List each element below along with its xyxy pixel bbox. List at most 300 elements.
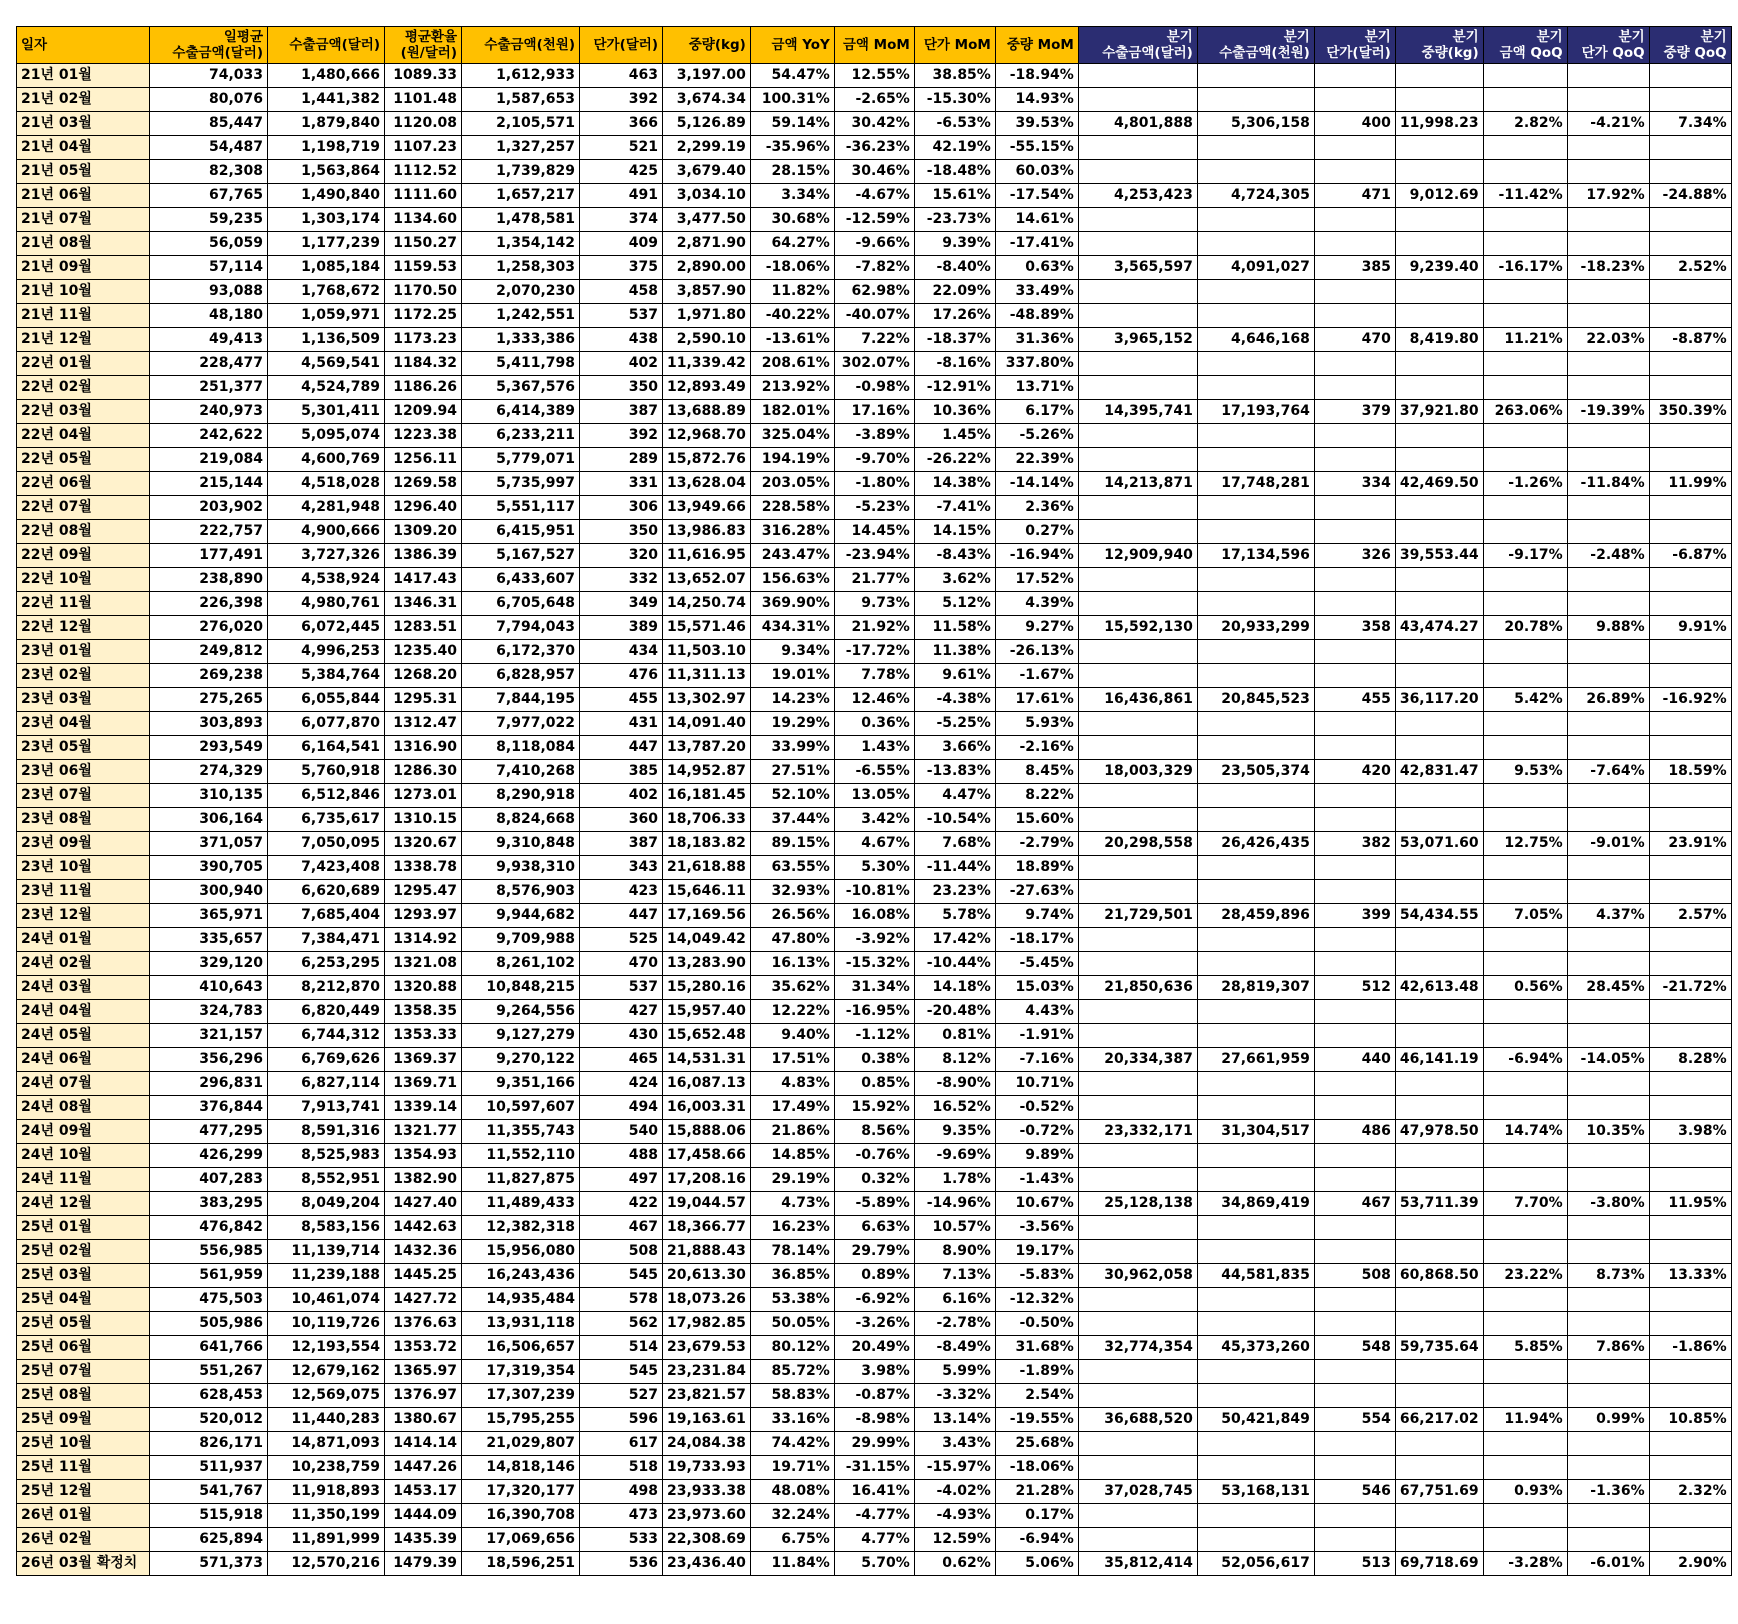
- value-cell: 1444.09: [385, 1504, 462, 1528]
- value-cell: [1483, 64, 1567, 88]
- value-cell: [1314, 1456, 1395, 1480]
- value-cell: 497: [580, 1168, 663, 1192]
- value-cell: 548: [1314, 1336, 1395, 1360]
- date-cell: 23년 10월: [17, 856, 150, 880]
- value-cell: 21,618.88: [663, 856, 751, 880]
- value-cell: 1293.97: [385, 904, 462, 928]
- value-cell: 1386.39: [385, 544, 462, 568]
- value-cell: 6,172,370: [462, 640, 580, 664]
- value-cell: 11,998.23: [1395, 112, 1483, 136]
- value-cell: 7.05%: [1483, 904, 1567, 928]
- value-cell: 17.42%: [914, 928, 995, 952]
- value-cell: 1427.72: [385, 1288, 462, 1312]
- value-cell: [1567, 1432, 1649, 1456]
- value-cell: 515,918: [150, 1504, 268, 1528]
- value-cell: 546: [1314, 1480, 1395, 1504]
- table-row: [17, 256, 1732, 280]
- value-cell: 23,933.38: [663, 1480, 751, 1504]
- value-cell: 9,709,988: [462, 928, 580, 952]
- value-cell: [1395, 1000, 1483, 1024]
- value-cell: 15,280.16: [663, 976, 751, 1000]
- value-cell: 67,765: [150, 184, 268, 208]
- column-header-text: 중량 MoM: [1006, 37, 1074, 53]
- value-cell: 35.62%: [750, 976, 834, 1000]
- value-cell: [1078, 1384, 1197, 1408]
- value-cell: 228,477: [150, 352, 268, 376]
- value-cell: [1649, 1312, 1731, 1336]
- value-cell: 10,848,215: [462, 976, 580, 1000]
- column-header-text: 금액 QoQ: [1499, 45, 1563, 61]
- date-cell: 25년 01월: [17, 1216, 150, 1240]
- value-cell: 1380.67: [385, 1408, 462, 1432]
- value-cell: 410,643: [150, 976, 268, 1000]
- date-cell: 25년 04월: [17, 1288, 150, 1312]
- value-cell: 1382.90: [385, 1168, 462, 1192]
- value-cell: 44,581,835: [1197, 1264, 1314, 1288]
- value-cell: [1078, 736, 1197, 760]
- value-cell: 4.83%: [750, 1072, 834, 1096]
- value-cell: 13,652.07: [663, 568, 751, 592]
- value-cell: 6,827,114: [268, 1072, 385, 1096]
- value-cell: -24.88%: [1649, 184, 1731, 208]
- value-cell: [1197, 520, 1314, 544]
- value-cell: [1395, 1096, 1483, 1120]
- value-cell: 7.13%: [914, 1264, 995, 1288]
- value-cell: -12.32%: [995, 1288, 1078, 1312]
- value-cell: 15,795,255: [462, 1408, 580, 1432]
- value-cell: 16,003.31: [663, 1096, 751, 1120]
- value-cell: -7.64%: [1567, 760, 1649, 784]
- column-header-text: 분기: [1536, 29, 1563, 45]
- value-cell: 30.68%: [750, 208, 834, 232]
- value-cell: [1078, 664, 1197, 688]
- value-cell: 31.36%: [995, 328, 1078, 352]
- value-cell: 392: [580, 88, 663, 112]
- value-cell: 424: [580, 1072, 663, 1096]
- value-cell: 1235.40: [385, 640, 462, 664]
- value-cell: [1567, 1216, 1649, 1240]
- value-cell: 274,329: [150, 760, 268, 784]
- date-cell: 21년 02월: [17, 88, 150, 112]
- value-cell: 13.71%: [995, 376, 1078, 400]
- value-cell: -5.45%: [995, 952, 1078, 976]
- value-cell: [1314, 928, 1395, 952]
- value-cell: 300,940: [150, 880, 268, 904]
- value-cell: 0.17%: [995, 1504, 1078, 1528]
- value-cell: 11,891,999: [268, 1528, 385, 1552]
- value-cell: [1567, 376, 1649, 400]
- value-cell: -5.83%: [995, 1264, 1078, 1288]
- value-cell: [1078, 1504, 1197, 1528]
- value-cell: 17,134,596: [1197, 544, 1314, 568]
- value-cell: [1567, 880, 1649, 904]
- value-cell: [1078, 1240, 1197, 1264]
- value-cell: 14.45%: [834, 520, 914, 544]
- value-cell: [1197, 64, 1314, 88]
- value-cell: 6,433,607: [462, 568, 580, 592]
- value-cell: 1414.14: [385, 1432, 462, 1456]
- value-cell: [1483, 808, 1567, 832]
- value-cell: -18.37%: [914, 328, 995, 352]
- value-cell: 374: [580, 208, 663, 232]
- value-cell: [1395, 784, 1483, 808]
- date-cell: 21년 03월: [17, 112, 150, 136]
- value-cell: 19,733.93: [663, 1456, 751, 1480]
- value-cell: 8.45%: [995, 760, 1078, 784]
- value-cell: [1649, 856, 1731, 880]
- value-cell: 23,231.84: [663, 1360, 751, 1384]
- value-cell: 1150.27: [385, 232, 462, 256]
- table-row: [17, 1432, 1732, 1456]
- date-cell: 22년 02월: [17, 376, 150, 400]
- value-cell: 275,265: [150, 688, 268, 712]
- value-cell: 434.31%: [750, 616, 834, 640]
- value-cell: 447: [580, 736, 663, 760]
- value-cell: 387: [580, 400, 663, 424]
- value-cell: [1314, 1024, 1395, 1048]
- table-row: [17, 400, 1732, 424]
- date-cell: 22년 08월: [17, 520, 150, 544]
- value-cell: 14,091.40: [663, 712, 751, 736]
- table-row: [17, 808, 1732, 832]
- column-header-text: 일평균: [223, 29, 263, 45]
- value-cell: [1649, 1528, 1731, 1552]
- value-cell: [1314, 232, 1395, 256]
- value-cell: [1483, 880, 1567, 904]
- value-cell: 1310.15: [385, 808, 462, 832]
- value-cell: -16.94%: [995, 544, 1078, 568]
- value-cell: 33.49%: [995, 280, 1078, 304]
- value-cell: [1197, 208, 1314, 232]
- value-cell: 578: [580, 1288, 663, 1312]
- value-cell: 316.28%: [750, 520, 834, 544]
- value-cell: [1649, 1096, 1731, 1120]
- value-cell: [1395, 568, 1483, 592]
- value-cell: [1483, 952, 1567, 976]
- value-cell: [1314, 712, 1395, 736]
- value-cell: 17,982.85: [663, 1312, 751, 1336]
- value-cell: [1197, 280, 1314, 304]
- value-cell: 20,613.30: [663, 1264, 751, 1288]
- value-cell: [1197, 1312, 1314, 1336]
- value-cell: [1395, 232, 1483, 256]
- value-cell: 0.93%: [1483, 1480, 1567, 1504]
- value-cell: 50.05%: [750, 1312, 834, 1336]
- value-cell: 16,436,861: [1078, 688, 1197, 712]
- value-cell: 289: [580, 448, 663, 472]
- value-cell: 93,088: [150, 280, 268, 304]
- value-cell: [1197, 304, 1314, 328]
- value-cell: [1483, 304, 1567, 328]
- value-cell: 27,661,959: [1197, 1048, 1314, 1072]
- value-cell: [1078, 520, 1197, 544]
- value-cell: 13,283.90: [663, 952, 751, 976]
- value-cell: [1395, 1528, 1483, 1552]
- value-cell: 9.39%: [914, 232, 995, 256]
- value-cell: [1197, 1096, 1314, 1120]
- date-cell: 24년 12월: [17, 1192, 150, 1216]
- date-cell: 22년 09월: [17, 544, 150, 568]
- value-cell: [1395, 352, 1483, 376]
- value-cell: 47.80%: [750, 928, 834, 952]
- value-cell: 5,760,918: [268, 760, 385, 784]
- value-cell: [1078, 1168, 1197, 1192]
- value-cell: -4.67%: [834, 184, 914, 208]
- value-cell: 11.82%: [750, 280, 834, 304]
- value-cell: 471: [1314, 184, 1395, 208]
- value-cell: 4,569,541: [268, 352, 385, 376]
- value-cell: 60.03%: [995, 160, 1078, 184]
- value-cell: [1567, 136, 1649, 160]
- value-cell: 14,213,871: [1078, 472, 1197, 496]
- value-cell: [1395, 424, 1483, 448]
- value-cell: 74.42%: [750, 1432, 834, 1456]
- value-cell: [1649, 520, 1731, 544]
- column-header-text: 수출금액(달러): [1102, 45, 1193, 61]
- value-cell: -0.52%: [995, 1096, 1078, 1120]
- value-cell: [1483, 160, 1567, 184]
- value-cell: 3,565,597: [1078, 256, 1197, 280]
- value-cell: 6.63%: [834, 1216, 914, 1240]
- date-cell: 24년 08월: [17, 1096, 150, 1120]
- value-cell: 30.46%: [834, 160, 914, 184]
- value-cell: 13,628.04: [663, 472, 751, 496]
- value-cell: [1314, 448, 1395, 472]
- value-cell: [1197, 1000, 1314, 1024]
- value-cell: 6,828,957: [462, 664, 580, 688]
- value-cell: 1,136,509: [268, 328, 385, 352]
- table-row: [17, 1000, 1732, 1024]
- column-header: [750, 27, 834, 64]
- value-cell: 392: [580, 424, 663, 448]
- value-cell: 617: [580, 1432, 663, 1456]
- value-cell: 21.28%: [995, 1480, 1078, 1504]
- date-cell: 22년 12월: [17, 616, 150, 640]
- table-row: [17, 1264, 1732, 1288]
- table-row: [17, 904, 1732, 928]
- value-cell: [1395, 808, 1483, 832]
- date-cell: 23년 05월: [17, 736, 150, 760]
- value-cell: [1483, 1144, 1567, 1168]
- value-cell: [1078, 1072, 1197, 1096]
- column-header-text: 평균환율: [404, 29, 457, 45]
- value-cell: 9.35%: [914, 1120, 995, 1144]
- value-cell: 1432.36: [385, 1240, 462, 1264]
- value-cell: 3,965,152: [1078, 328, 1197, 352]
- value-cell: -8.49%: [914, 1336, 995, 1360]
- value-cell: -36.23%: [834, 136, 914, 160]
- value-cell: 6,705,648: [462, 592, 580, 616]
- value-cell: 463: [580, 64, 663, 88]
- value-cell: 7,685,404: [268, 904, 385, 928]
- value-cell: -15.32%: [834, 952, 914, 976]
- column-header-text: 단가(달러): [1326, 45, 1391, 61]
- value-cell: 5,095,074: [268, 424, 385, 448]
- column-header-text: 분기: [1700, 29, 1727, 45]
- value-cell: [1567, 424, 1649, 448]
- value-cell: 9.91%: [1649, 616, 1731, 640]
- date-cell: 24년 11월: [17, 1168, 150, 1192]
- value-cell: 3.62%: [914, 568, 995, 592]
- value-cell: [1567, 952, 1649, 976]
- value-cell: 2.57%: [1649, 904, 1731, 928]
- value-cell: 5.12%: [914, 592, 995, 616]
- value-cell: 5,167,527: [462, 544, 580, 568]
- value-cell: -0.76%: [834, 1144, 914, 1168]
- value-cell: -20.48%: [914, 1000, 995, 1024]
- value-cell: [1197, 352, 1314, 376]
- value-cell: [1567, 784, 1649, 808]
- value-cell: 21,029,807: [462, 1432, 580, 1456]
- value-cell: 426,299: [150, 1144, 268, 1168]
- value-cell: -5.25%: [914, 712, 995, 736]
- value-cell: 9.73%: [834, 592, 914, 616]
- value-cell: [1314, 1168, 1395, 1192]
- value-cell: 1,242,551: [462, 304, 580, 328]
- value-cell: [1395, 520, 1483, 544]
- value-cell: [1395, 1168, 1483, 1192]
- value-cell: 1170.50: [385, 280, 462, 304]
- value-cell: [1395, 1240, 1483, 1264]
- value-cell: 28.15%: [750, 160, 834, 184]
- value-cell: 505,986: [150, 1312, 268, 1336]
- value-cell: 1,198,719: [268, 136, 385, 160]
- value-cell: [1649, 808, 1731, 832]
- table-row: [17, 304, 1732, 328]
- value-cell: 203,902: [150, 496, 268, 520]
- value-cell: 11,350,199: [268, 1504, 385, 1528]
- value-cell: [1483, 784, 1567, 808]
- value-cell: [1567, 64, 1649, 88]
- value-cell: 13,787.20: [663, 736, 751, 760]
- value-cell: 74,033: [150, 64, 268, 88]
- value-cell: 2,105,571: [462, 112, 580, 136]
- value-cell: 10,119,726: [268, 1312, 385, 1336]
- value-cell: -18.48%: [914, 160, 995, 184]
- value-cell: [1078, 424, 1197, 448]
- value-cell: [1078, 160, 1197, 184]
- date-cell: 24년 06월: [17, 1048, 150, 1072]
- value-cell: 5.70%: [834, 1552, 914, 1576]
- value-cell: 25,128,138: [1078, 1192, 1197, 1216]
- value-cell: 39.53%: [995, 112, 1078, 136]
- value-cell: 826,171: [150, 1432, 268, 1456]
- value-cell: [1197, 568, 1314, 592]
- value-cell: 6,253,295: [268, 952, 385, 976]
- value-cell: -15.97%: [914, 1456, 995, 1480]
- value-cell: [1649, 1144, 1731, 1168]
- value-cell: 3,197.00: [663, 64, 751, 88]
- value-cell: 30,962,058: [1078, 1264, 1197, 1288]
- value-cell: 13.05%: [834, 784, 914, 808]
- value-cell: 8,576,903: [462, 880, 580, 904]
- value-cell: 32.93%: [750, 880, 834, 904]
- value-cell: 15,872.76: [663, 448, 751, 472]
- value-cell: 8.28%: [1649, 1048, 1731, 1072]
- value-cell: 536: [580, 1552, 663, 1576]
- column-header-text: 금액 MoM: [842, 37, 910, 53]
- value-cell: [1567, 352, 1649, 376]
- value-cell: 36,117.20: [1395, 688, 1483, 712]
- value-cell: 488: [580, 1144, 663, 1168]
- value-cell: [1197, 664, 1314, 688]
- table-row: [17, 568, 1732, 592]
- value-cell: 33.16%: [750, 1408, 834, 1432]
- value-cell: [1197, 1240, 1314, 1264]
- value-cell: 17,193,764: [1197, 400, 1314, 424]
- value-cell: -1.89%: [995, 1360, 1078, 1384]
- value-cell: 20,298,558: [1078, 832, 1197, 856]
- value-cell: 13,688.89: [663, 400, 751, 424]
- value-cell: 10.67%: [995, 1192, 1078, 1216]
- value-cell: 2,299.19: [663, 136, 751, 160]
- value-cell: 9.34%: [750, 640, 834, 664]
- value-cell: -26.13%: [995, 640, 1078, 664]
- value-cell: 8.12%: [914, 1048, 995, 1072]
- value-cell: 455: [580, 688, 663, 712]
- value-cell: [1649, 568, 1731, 592]
- value-cell: 2.36%: [995, 496, 1078, 520]
- value-cell: [1649, 736, 1731, 760]
- value-cell: [1567, 928, 1649, 952]
- value-cell: 16.41%: [834, 1480, 914, 1504]
- value-cell: 7.86%: [1567, 1336, 1649, 1360]
- table-row: [17, 64, 1732, 88]
- value-cell: 8,118,084: [462, 736, 580, 760]
- value-cell: [1483, 496, 1567, 520]
- value-cell: 1112.52: [385, 160, 462, 184]
- value-cell: 18.59%: [1649, 760, 1731, 784]
- value-cell: -2.65%: [834, 88, 914, 112]
- value-cell: 1120.08: [385, 112, 462, 136]
- value-cell: 1338.78: [385, 856, 462, 880]
- value-cell: 7,384,471: [268, 928, 385, 952]
- value-cell: [1649, 1456, 1731, 1480]
- value-cell: -6.53%: [914, 112, 995, 136]
- value-cell: 8,583,156: [268, 1216, 385, 1240]
- table-row: [17, 1168, 1732, 1192]
- value-cell: 251,377: [150, 376, 268, 400]
- value-cell: 28,459,896: [1197, 904, 1314, 928]
- date-cell: 22년 07월: [17, 496, 150, 520]
- value-cell: -13.83%: [914, 760, 995, 784]
- value-cell: 5,301,411: [268, 400, 385, 424]
- value-cell: -1.86%: [1649, 1336, 1731, 1360]
- value-cell: 3,674.34: [663, 88, 751, 112]
- value-cell: [1197, 856, 1314, 880]
- value-cell: 1.43%: [834, 736, 914, 760]
- value-cell: [1483, 1504, 1567, 1528]
- value-cell: 13.14%: [914, 1408, 995, 1432]
- value-cell: [1314, 784, 1395, 808]
- value-cell: 514: [580, 1336, 663, 1360]
- value-cell: 27.51%: [750, 760, 834, 784]
- value-cell: [1197, 1384, 1314, 1408]
- value-cell: 15,646.11: [663, 880, 751, 904]
- value-cell: 16.52%: [914, 1096, 995, 1120]
- value-cell: 4,253,423: [1078, 184, 1197, 208]
- value-cell: [1197, 1168, 1314, 1192]
- value-cell: [1078, 376, 1197, 400]
- value-cell: 22.39%: [995, 448, 1078, 472]
- value-cell: [1197, 1360, 1314, 1384]
- value-cell: 28,819,307: [1197, 976, 1314, 1000]
- value-cell: 1256.11: [385, 448, 462, 472]
- value-cell: [1314, 1504, 1395, 1528]
- value-cell: 9,944,682: [462, 904, 580, 928]
- value-cell: -12.91%: [914, 376, 995, 400]
- value-cell: 8.73%: [1567, 1264, 1649, 1288]
